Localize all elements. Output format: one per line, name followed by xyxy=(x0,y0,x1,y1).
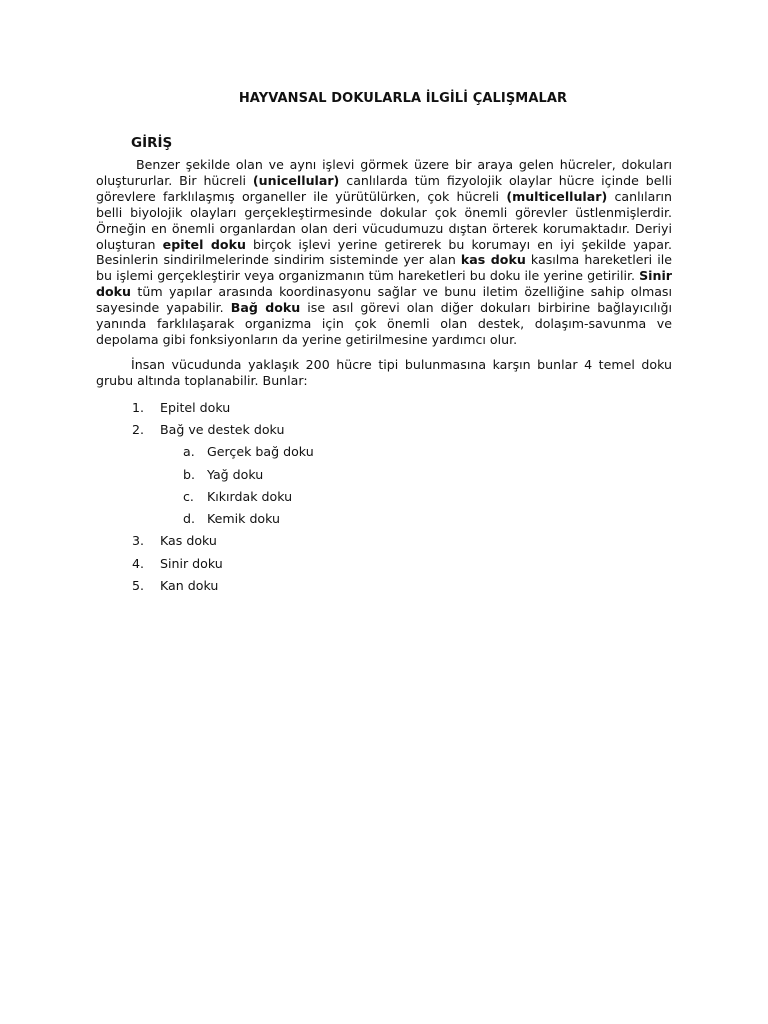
list-item-number: 2. xyxy=(132,421,145,437)
sub-list-item-label: Gerçek bağ doku xyxy=(207,444,314,460)
bold-term: Bağ doku xyxy=(230,300,301,316)
sub-list-item-letter: d. xyxy=(183,511,195,527)
list-item-label: Sinir doku xyxy=(160,555,223,571)
intro-paragraph xyxy=(96,157,672,348)
list-item-label: Kan doku xyxy=(160,578,219,594)
paragraph-text-run: canlıların belli biyolojik olayları gerçekleştirmesinde dokular çok önemli görevler üstlenmişlerdir. Örneğin en önemli organlardan olan deri vücudumuzu dıştan örterek korumaktadır. Deriyi oluşturan xyxy=(96,188,672,252)
sub-list-item-label: Yağ doku xyxy=(207,466,264,482)
tissue-groups-paragraph: İnsan vücudunda yaklaşık 200 hücre tipi bulunmasına karşın bunlar 4 temel doku grubu altında toplanabilir. Bunlar: xyxy=(96,356,672,388)
list-item-label: Kas doku xyxy=(160,533,217,549)
bold-term: (multicellular) xyxy=(506,188,608,204)
sub-list-item-letter: b. xyxy=(183,466,195,482)
paragraph-text-run: Benzer şekilde olan ve aynı işlevi görmek üzere bir araya gelen hücreler, dokuları oluştururlar. Bir hücreli xyxy=(96,157,672,188)
list-item-number: 3. xyxy=(132,533,145,549)
tissue-list xyxy=(96,397,672,598)
document-title: HAYVANSAL DOKULARLA İLGİLİ ÇALIŞMALAR xyxy=(238,91,568,106)
document-body xyxy=(96,157,672,597)
bold-term: kas doku xyxy=(460,252,526,268)
list-item xyxy=(96,575,672,597)
paragraph-text-run: tüm yapılar arasında koordinasyonu sağlar ve bunu iletim özelliğine sahip olması sayesinde yapabilir. xyxy=(96,284,672,316)
sub-list-item-label: Kıkırdak doku xyxy=(207,488,293,504)
bold-term: Sinir doku xyxy=(96,268,672,300)
list-item xyxy=(96,397,672,419)
paragraph-text-run: ise asıl görevi olan diğer dokuları birbirine bağlayıcılığı yanında farklılaşarak organizma için çok önemli olan destek, dolaşım-savunma ve depolama gibi fonksiyonların da yerine getirilmesine yardımcı olur. xyxy=(96,300,672,347)
list-item xyxy=(96,553,672,575)
list-item-number: 4. xyxy=(132,555,145,571)
list-item-number: 5. xyxy=(132,578,145,594)
paragraph-text-run: kasılma hareketleri ile bu işlemi gerçekleştirir veya organizmanın tüm hareketleri bu doku ile yerine getirilir. xyxy=(96,252,672,284)
sub-list-item-letter: a. xyxy=(183,444,195,460)
section-heading-giris: GİRİŞ xyxy=(131,135,173,151)
paragraph-text-run: canlılarda tüm fizyolojik olaylar hücre içinde belli görevlere farklılaşmış organeller ile yürütülürken, çok hücreli xyxy=(96,172,672,204)
sub-list-item xyxy=(96,441,672,463)
sub-list-item xyxy=(96,486,672,508)
list-item-label: Epitel doku xyxy=(160,399,231,415)
sub-list-item-letter: c. xyxy=(183,488,194,504)
list-item xyxy=(96,530,672,552)
sub-list-item xyxy=(96,508,672,530)
paragraph-text-run: birçok işlevi yerine getirerek bu korumayı en iyi şekilde yapar. Besinlerin sindirilmelerinde sindirim sisteminde yer alan xyxy=(96,236,672,268)
sub-list-item xyxy=(96,464,672,486)
list-item xyxy=(96,419,672,530)
bold-term: epitel doku xyxy=(162,236,246,252)
bold-term: (unicellular) xyxy=(252,172,340,188)
list-item-label: Bağ ve destek doku xyxy=(160,421,285,437)
list-item-number: 1. xyxy=(132,399,145,415)
sub-list xyxy=(160,441,672,530)
sub-list-item-label: Kemik doku xyxy=(207,511,281,527)
